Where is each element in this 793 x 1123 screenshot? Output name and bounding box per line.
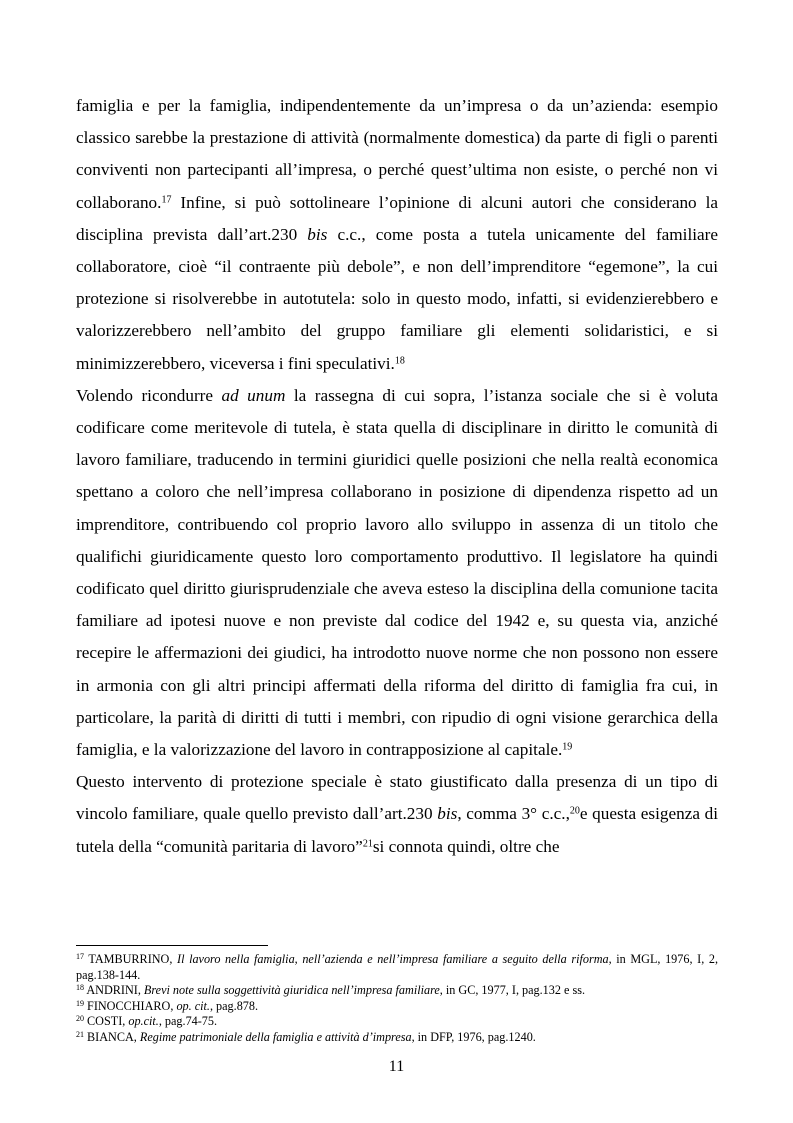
footnote-italic: Regime patrimoniale della famiglia e attività d’impresa [139, 1029, 412, 1044]
footnote-ref-18: 18 [394, 355, 405, 367]
footnote-ref-17: 17 [161, 194, 172, 206]
footnote-italic: Il lavoro nella famiglia, nell’azienda e nell’impresa familiare a seguito della riforma [177, 952, 609, 966]
footnote-text: COSTI, [84, 1014, 129, 1029]
text-run: e questa esigenza di tutela della “comunità paritaria di lavoro” [76, 804, 718, 856]
footnote-text: , pag.878. [209, 998, 259, 1013]
text-run: famiglia e per la famiglia, indipendentemente da un’impresa o da un’azienda: esempio classico sarebbe la prestazione di attività (normalmente domestica) da parte di figli o parenti conviventi non partecipanti all’impresa, o perché quest’ultima non esiste, o perché non vi collaborano. [76, 96, 718, 212]
italic-run: ad unum [221, 385, 286, 405]
page-number: 11 [388, 1058, 405, 1075]
footnote-italic: op.cit. [128, 1014, 159, 1029]
footnote-number: 17 [76, 952, 84, 961]
text-run: Infine, si può sottolineare l’opinione di alcuni autori che considerano la disciplina prevista dall’art.230 [76, 192, 718, 244]
text-run: Questo intervento di protezione speciale è stato giustificato dalla presenza di un tipo di vincolo familiare, quale quello previsto dall’art.230 [76, 772, 718, 824]
footnote [76, 1030, 718, 1046]
footnote-ref-21: 21 [362, 838, 373, 850]
footnote-text: , in GC, 1977, I, pag.132 e ss. [439, 983, 585, 998]
footnote-ref-19: 19 [562, 741, 573, 753]
text-run: si connota quindi, oltre che [372, 836, 560, 856]
footnote [76, 983, 718, 999]
footnote-number: 19 [76, 998, 84, 1008]
text-run: c.c., come posta a tutela unicamente del familiare collaboratore, cioè “il contraente più debole”, e non dell’imprenditore “egemone”, la cui protezione si risolverebbe in autotutela: solo in questo modo, infatti, si evidenzierebbero e valorizzerebbero nell’ambito del gruppo familiare gli elementi solidaristici, e si minimizzerebbero, viceversa i fini speculativi. [76, 224, 718, 373]
text-run: Volendo ricondurre [76, 385, 222, 405]
text-run: la rassegna di cui sopra, l’istanza sociale che si è voluta codificare come meritevole di tutela, è stata quella di disciplinare in diritto le comunità di lavoro familiare, traducendo in termini giuridici quelle posizioni che nella realtà economica spettano a coloro che nell’impresa collaborano in posizione di dipendenza rispetto ad un imprenditore, contribuendo col proprio lavoro allo sviluppo in assenza di un titolo che qualifichi giuridicamente questo loro comportamento produttivo. Il legislatore ha quindi codificato quel diritto giurisprudenziale che aveva esteso la disciplina della comunione tacita familiare ad ipotesi nuove e non previste dal codice del 1942 e, su questa via, anziché recepire le affermazioni dei giudici, ha introdotto nuove norme che non possono non essere in armonia con gli altri principi affermati della riforma del diritto di famiglia fra cui, in particolare, la parità di diritti di tutti i membri, con ripudio di ogni visione gerarchica della famiglia, e la valorizzazione del lavoro in contrapposizione al capitale. [76, 385, 718, 760]
footnotes [76, 952, 718, 1046]
footnote-number: 20 [76, 1014, 84, 1024]
italic-run: bis [307, 224, 328, 244]
footnote [76, 1014, 718, 1030]
footnote-text: , in MGL, 1976, I, 2, pag.138-144. [76, 952, 718, 982]
footnote-text: , in DFP, 1976, pag.1240. [411, 1029, 536, 1044]
footnote [76, 999, 718, 1015]
footnote-italic: Brevi note sulla soggettività giuridica nell’impresa familiare [143, 983, 440, 998]
footnote [76, 952, 718, 983]
footnote-italic: op. cit. [176, 998, 210, 1013]
footnote-text: TAMBURRINO, [84, 952, 178, 966]
footnote-separator [76, 945, 268, 946]
footnote-text: ANDRINI, [84, 983, 144, 998]
footnote-number: 21 [76, 1029, 84, 1039]
italic-run: bis [437, 804, 458, 824]
footnote-text: , pag.74-75. [158, 1014, 218, 1029]
body-text [76, 90, 718, 863]
paragraph [76, 380, 718, 766]
text-run: , comma 3° c.c., [457, 804, 570, 824]
footnote-ref-20: 20 [569, 805, 580, 817]
footnote-text: BIANCA, [84, 1029, 140, 1044]
paragraph [76, 766, 718, 863]
footnote-number: 18 [76, 983, 84, 993]
footnote-text: FINOCCHIARO, [84, 998, 177, 1013]
paragraph [76, 90, 718, 380]
